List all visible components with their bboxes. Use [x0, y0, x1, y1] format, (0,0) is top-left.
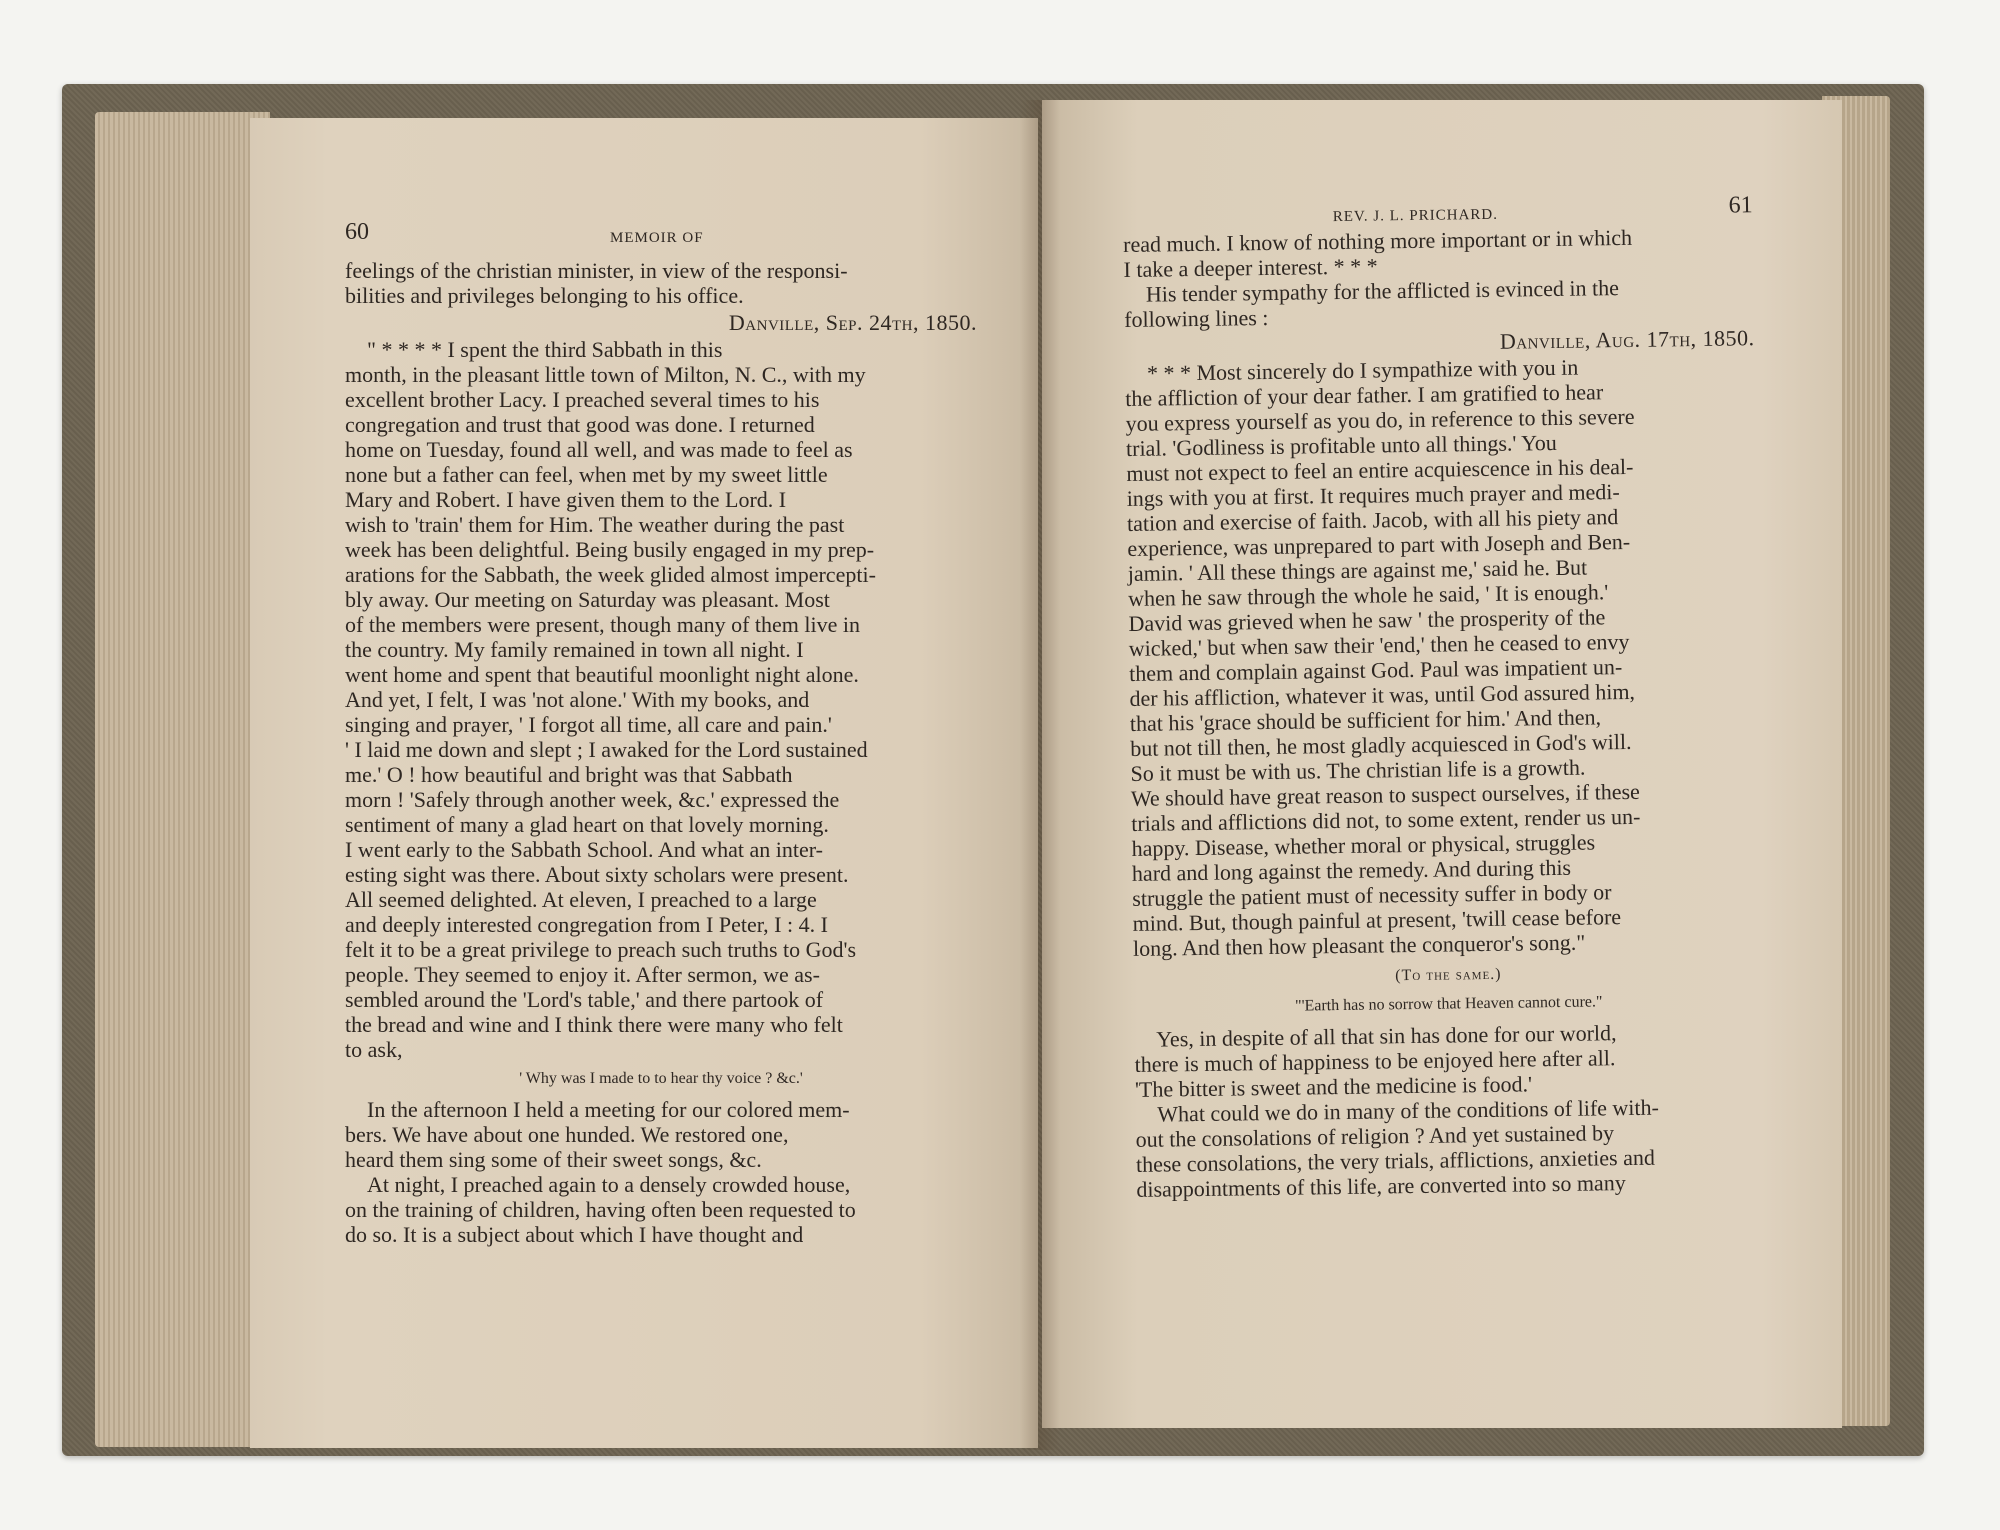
text-line: but not till then, he most gladly acquiesced in God's will. — [1130, 728, 1632, 761]
text-line: mind. But, though painful at present, 'twill cease before — [1132, 904, 1622, 936]
place-date: Danville, Sep. 24th, 1850. — [728, 310, 977, 335]
text-line: * * * Most sincerely do I sympathize with you in — [1146, 354, 1579, 386]
text-line: So it must be with us. The christian life is a growth. — [1130, 754, 1586, 786]
text-line: arations for the Sabbath, the week glided almost impercepti- — [345, 562, 876, 587]
text-line: At night, I preached again to a densely crowded house, — [367, 1172, 851, 1197]
text-line: of the members were present, though many of them live in — [345, 612, 861, 637]
text-line: to ask, — [345, 1037, 403, 1062]
text-line: trials and afflictions did not, to some extent, render us un- — [1131, 803, 1641, 836]
right-intro — [1123, 223, 1754, 332]
text-line: In the afternoon I held a meeting for our colored mem- — [367, 1097, 850, 1122]
text-line: His tender sympathy for the afflicted is evinced in the — [1145, 275, 1620, 307]
place-date: Danville, Aug. 17th, 1850. — [1499, 325, 1755, 354]
text-line: wish to 'train' them for Him. The weather during the past — [345, 512, 845, 537]
text-line: must not expect to feel an entire acquiescence in his deal- — [1126, 453, 1634, 486]
right-letter — [1125, 352, 1763, 961]
page-number: 60 — [345, 219, 369, 245]
text-line: der his affliction, whatever it was, until God assured him, — [1129, 678, 1636, 711]
left-intro — [345, 258, 977, 308]
text-line: sentiment of many a glad heart on that lovely morning. — [345, 812, 829, 837]
text-line: them and complain against God. Paul was impatient un- — [1128, 654, 1623, 686]
running-head: REV. J. L. PRICHARD. — [1332, 206, 1499, 226]
text-line: out the consolations of religion ? And yet sustained by — [1135, 1120, 1615, 1152]
text-line: Mary and Robert. I have given them to the Lord. I — [345, 487, 787, 512]
epigraph-quote: "'Earth has no sorrow that Heaven cannot cure." — [1295, 993, 1603, 1015]
text-line: that his 'grace should be sufficient for him.' And then, — [1129, 704, 1602, 736]
text-line: month, in the pleasant little town of Milton, N. C., with my — [345, 362, 866, 387]
text-line: you express yourself as you do, in reference to this severe — [1125, 403, 1635, 436]
text-line: heard them sing some of their sweet songs, &c. — [345, 1147, 762, 1172]
text-line: feelings of the christian minister, in view of the responsi- — [345, 258, 848, 283]
text-line: read much. I know of nothing more important or in which — [1123, 224, 1633, 257]
text-line: And yet, I felt, I was 'not alone.' With my books, and — [345, 687, 810, 712]
text-line: singing and prayer, ' I forgot all time, all care and pain.' — [345, 712, 832, 737]
text-line: Yes, in despite of all that sin has done for our world, — [1156, 1020, 1617, 1052]
text-line: the affliction of your dear father. I am gratified to hear — [1125, 379, 1604, 411]
hymn-quote: ' Why was I made to to hear thy voice ? &c.' — [519, 1070, 803, 1087]
text-line: bers. We have about one hunded. We restored one, — [345, 1122, 789, 1147]
text-line: esting sight was there. About sixty scholars were present. — [345, 862, 849, 887]
text-line: wicked,' but when saw their 'end,' then he ceased to envy — [1128, 628, 1630, 661]
text-line: I went early to the Sabbath School. And what an inter- — [345, 837, 823, 862]
text-line: David was grieved when he saw ' the prosperity of the — [1128, 604, 1606, 636]
subheading: (To the same.) — [1395, 965, 1502, 985]
left-page-edges — [95, 112, 270, 1447]
text-line: ' I laid me down and slept ; I awaked for the Lord sustained — [345, 737, 868, 762]
left-letter — [345, 337, 977, 1062]
text-line: experience, was unprepared to part with Joseph and Ben- — [1127, 528, 1631, 561]
text-line: hard and long against the remedy. And during this — [1131, 854, 1572, 886]
text-line: " * * * * I spent the third Sabbath in this — [367, 337, 723, 362]
text-line: All seemed delighted. At eleven, I preached to a large — [345, 887, 817, 912]
text-line: the bread and wine and I think there were many who felt — [345, 1012, 843, 1037]
text-line: home on Tuesday, found all well, and was made to feel as — [345, 437, 853, 462]
text-line: congregation and trust that good was done. I returned — [345, 412, 815, 437]
text-line: long. And then how pleasant the conqueror's song." — [1132, 929, 1586, 961]
left-page-text — [345, 220, 977, 1247]
text-line: tation and exercise of faith. Jacob, with all his piety and — [1126, 504, 1619, 536]
text-line: 'The bitter is sweet and the medicine is food.' — [1134, 1071, 1533, 1102]
text-line: I take a deeper interest. * * * — [1123, 253, 1378, 282]
text-line: ings with you at first. It requires much prayer and medi- — [1126, 479, 1620, 511]
left-page-header — [345, 220, 977, 258]
left-after — [345, 1097, 977, 1247]
text-line: What could we do in many of the conditions of life with- — [1157, 1094, 1660, 1127]
text-line: none but a father can feel, when met by my sweet little — [345, 462, 828, 487]
text-line: morn ! 'Safely through another week, &c.' expressed the — [345, 787, 840, 812]
text-line: jamin. ' All these things are against me,' said he. But — [1127, 554, 1588, 586]
page-number: 61 — [1728, 192, 1753, 219]
text-line: these consolations, the very trials, afflictions, anxieties and — [1135, 1144, 1656, 1177]
book-gutter — [1020, 100, 1060, 1450]
text-line: went home and spent that beautiful moonlight night alone. — [345, 662, 859, 687]
text-line: following lines : — [1124, 304, 1269, 332]
text-line: sembled around the 'Lord's table,' and there partook of — [345, 987, 824, 1012]
text-line: excellent brother Lacy. I preached several times to his — [345, 387, 820, 412]
text-line: disappointments of this life, are converted into so many — [1136, 1170, 1626, 1202]
text-line: do so. It is a subject about which I have thought and — [345, 1222, 804, 1247]
text-line: week has been delightful. Being busily engaged in my prep- — [345, 537, 875, 562]
text-line: me.' O ! how beautiful and bright was that Sabbath — [345, 762, 793, 787]
text-line: bilities and privileges belonging to his office. — [345, 283, 744, 308]
right-page-text — [1123, 192, 1766, 1202]
text-line: bly away. Our meeting on Saturday was pleasant. Most — [345, 587, 830, 612]
text-line: We should have great reason to suspect ourselves, if these — [1130, 778, 1641, 811]
text-line: there is much of happiness to be enjoyed here after all. — [1134, 1045, 1616, 1077]
text-line: people. They seemed to enjoy it. After sermon, we as- — [345, 962, 820, 987]
running-head: MEMOIR OF — [610, 230, 704, 246]
right-after — [1134, 1018, 1766, 1202]
text-line: trial. 'Godliness is profitable unto all things.' You — [1125, 429, 1557, 461]
text-line: when he saw through the whole he said, ' It is enough.' — [1127, 579, 1609, 611]
text-line: and deeply interested congregation from I Peter, I : 4. I — [345, 912, 828, 937]
text-line: struggle the patient must of necessity suffer in body or — [1132, 879, 1612, 911]
text-line: the country. My family remained in town all night. I — [345, 637, 804, 662]
text-line: felt it to be a great privilege to preach such truths to God's — [345, 937, 857, 962]
text-line: happy. Disease, whether moral or physical, struggles — [1131, 829, 1596, 861]
text-line: on the training of children, having often been requested to — [345, 1197, 856, 1222]
